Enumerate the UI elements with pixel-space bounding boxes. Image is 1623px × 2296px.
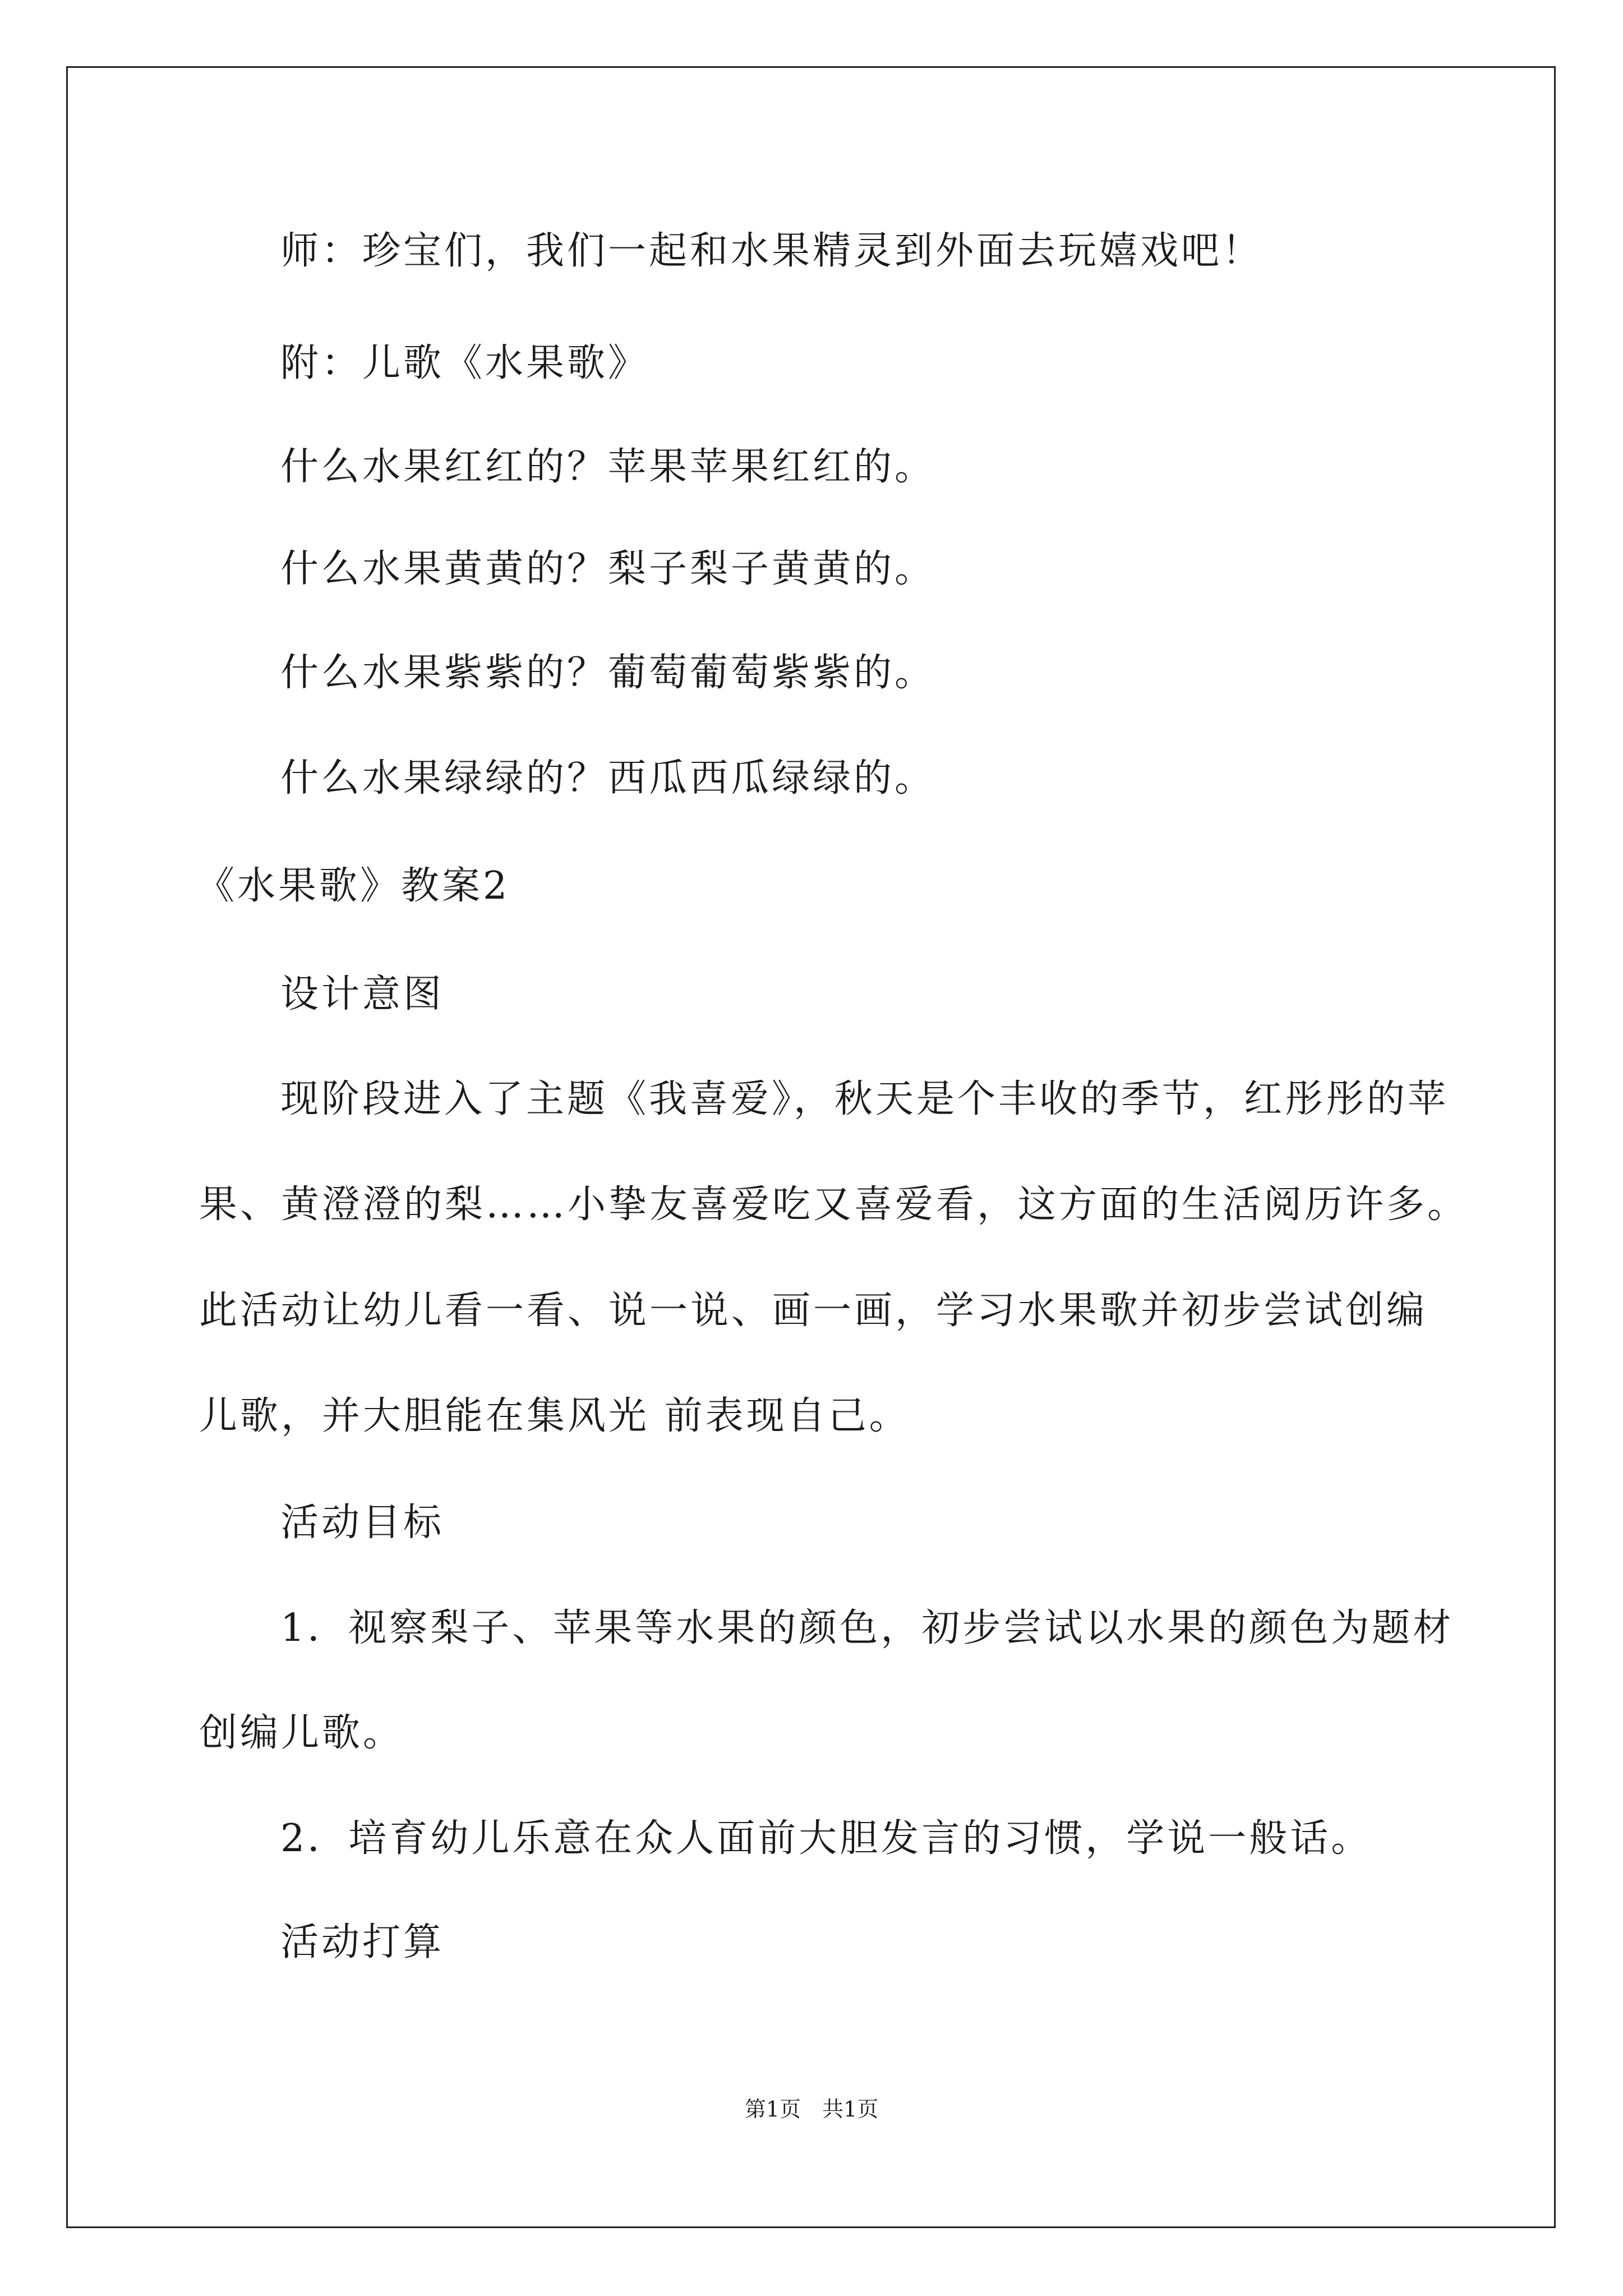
paragraph-line: 儿歌，并大胆能在集风光 前表现自己。	[199, 1394, 910, 1438]
list-item-continuation: 创编儿歌。	[199, 1711, 404, 1755]
page-border	[66, 66, 1556, 2228]
list-item: 1．视察梨子、苹果等水果的颜色，初步尝试以水果的颜色为题材	[280, 1606, 1454, 1650]
section-heading: 活动目标	[280, 1501, 445, 1545]
section-title: 《水果歌》教案2	[196, 864, 510, 908]
section-heading: 设计意图	[280, 972, 445, 1016]
section-heading: 活动打算	[280, 1920, 445, 1964]
paragraph-line: 什么水果绿绿的？西瓜西瓜绿绿的。	[280, 756, 936, 800]
paragraph-line: 什么水果紫紫的？葡萄葡萄紫紫的。	[280, 651, 936, 695]
paragraph-line: 什么水果黄黄的？梨子梨子黄黄的。	[280, 547, 936, 591]
paragraph-line: 师：珍宝们，我们一起和水果精灵到外面去玩嬉戏吧！	[280, 229, 1264, 273]
paragraph-line: 什么水果红红的？苹果苹果红红的。	[280, 445, 936, 489]
page-footer: 第1页 共1页	[744, 2097, 879, 2122]
paragraph-line: 现阶段进入了主题《我喜爱》，秋天是个丰收的季节，红彤彤的苹	[280, 1077, 1449, 1121]
paragraph-line: 果、黄澄澄的梨……小挚友喜爱吃又喜爱看，这方面的生活阅历许多。	[199, 1182, 1469, 1227]
paragraph-line: 此活动让幼儿看一看、说一说、画一画，学习水果歌并初步尝试创编	[199, 1289, 1428, 1333]
list-item: 2．培育幼儿乐意在众人面前大胆发言的习惯，学说一般话。	[280, 1816, 1372, 1861]
paragraph-line: 附：儿歌《水果歌》	[280, 341, 649, 385]
